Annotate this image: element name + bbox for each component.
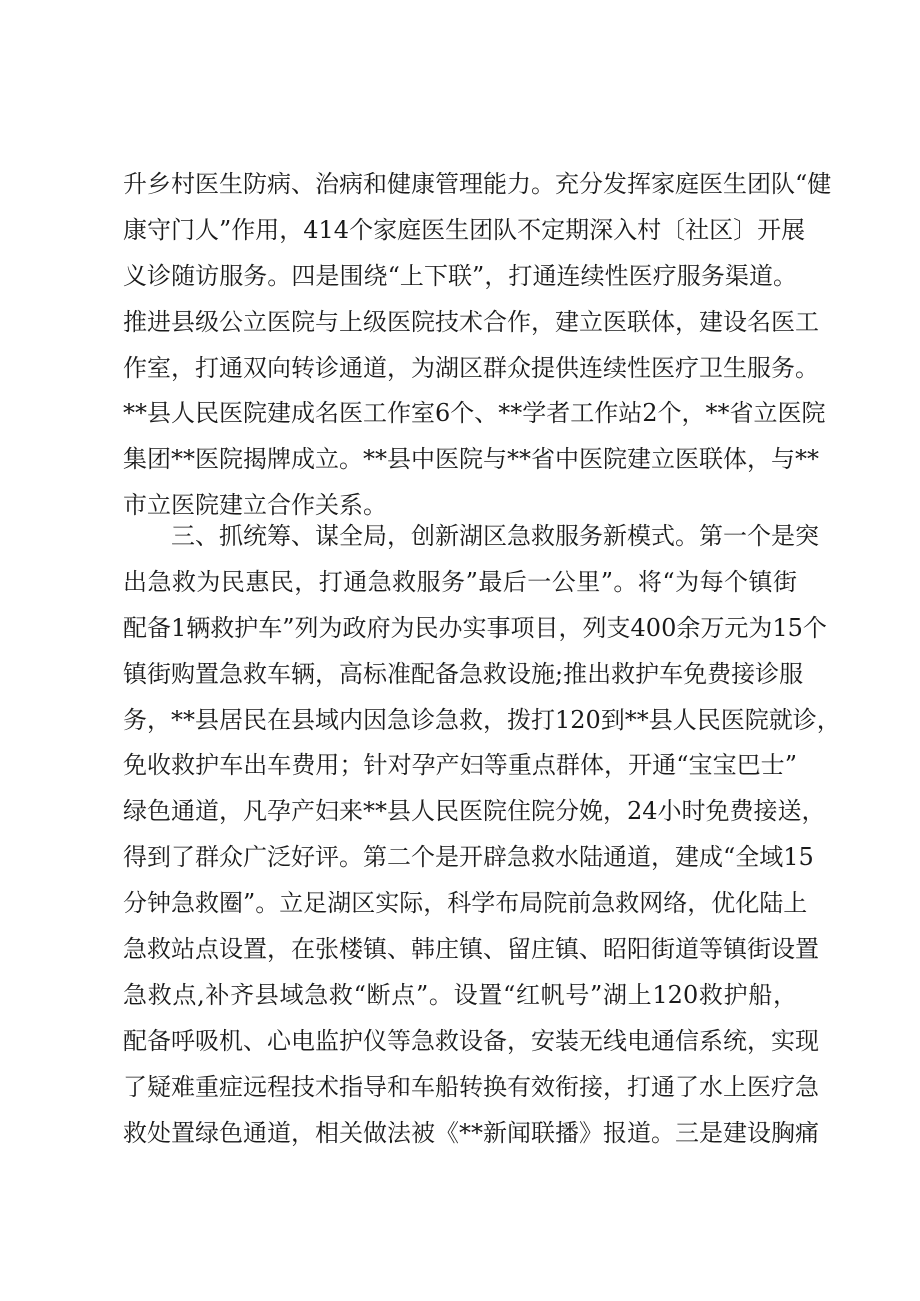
text-line: 了疑难重症远程技术指导和车船转换有效衔接，打通了水上医疗急 — [123, 1072, 819, 1101]
text-line: 急救点,补齐县域急救“断点”。设置“红帆号”湖上120救护船， — [123, 980, 797, 1009]
text-line: 免收救护车出车费用；针对孕产妇等重点群体，开通“宝宝巴士” — [123, 751, 797, 780]
text-line: 出急救为民惠民，打通急救服务”最后一公里”。将“为每个镇街 — [123, 567, 797, 596]
text-line: 救处置绿色通道，相关做法被《**新闻联播》报道。三是建设胸痛 — [123, 1118, 819, 1147]
text-line: 集团**医院揭牌成立。**县中医院与**省中医院建立医联体，与** — [123, 445, 819, 474]
text-line: 义诊随访服务。四是围绕“上下联”，打通连续性医疗服务渠道。 — [123, 261, 797, 290]
text-line: 务，**县居民在县域内因急诊急救，拨打120到**县人民医院就诊， — [123, 705, 841, 734]
text-line: 得到了群众广泛好评。第二个是开辟急救水陆通道，建成“全域15 — [123, 843, 814, 872]
paragraph-1 — [123, 162, 832, 529]
text-line: 升乡村医生防病、治病和健康管理能力。充分发挥家庭医生团队“健 — [123, 170, 832, 198]
text-line: 急救站点设置，在张楼镇、韩庄镇、留庄镇、昭阳街道等镇街设置 — [123, 935, 819, 964]
text-line: 康守门人”作用，414个家庭医生团队不定期深入村〔社区〕开展 — [123, 215, 806, 244]
text-line: 绿色通道，凡孕产妇来**县人民医院住院分娩，24小时免费接送， — [123, 797, 826, 826]
text-line: 配备1辆救护车”列为政府为民办实事项目，列支400余万元为15个 — [123, 613, 827, 642]
text-line: 作室，打通双向转诊通道，为湖区群众提供连续性医疗卫生服务。 — [123, 353, 819, 382]
text-line: 分钟急救圈”。立足湖区实际，科学布局院前急救网络，优化陆上 — [123, 889, 808, 918]
text-line: 市立医院建立合作关系。 — [123, 491, 387, 520]
text-line: 配备呼吸机、心电监护仪等急救设备，安装无线电通信系统，实现 — [123, 1026, 819, 1055]
paragraph-2 — [123, 514, 841, 1156]
text-line: 三、抓统筹、谋全局，创新湖区急救服务新模式。第一个是突 — [171, 522, 819, 550]
text-line: 推进县级公立医院与上级医院技术合作，建立医联体，建设名医工 — [123, 307, 819, 336]
text-line: **县人民医院建成名医工作室6个、**学者工作站2个，**省立医院 — [123, 399, 826, 428]
text-line: 镇街购置急救车辆，高标准配备急救设施;推出救护车免费接诊服 — [123, 659, 804, 688]
